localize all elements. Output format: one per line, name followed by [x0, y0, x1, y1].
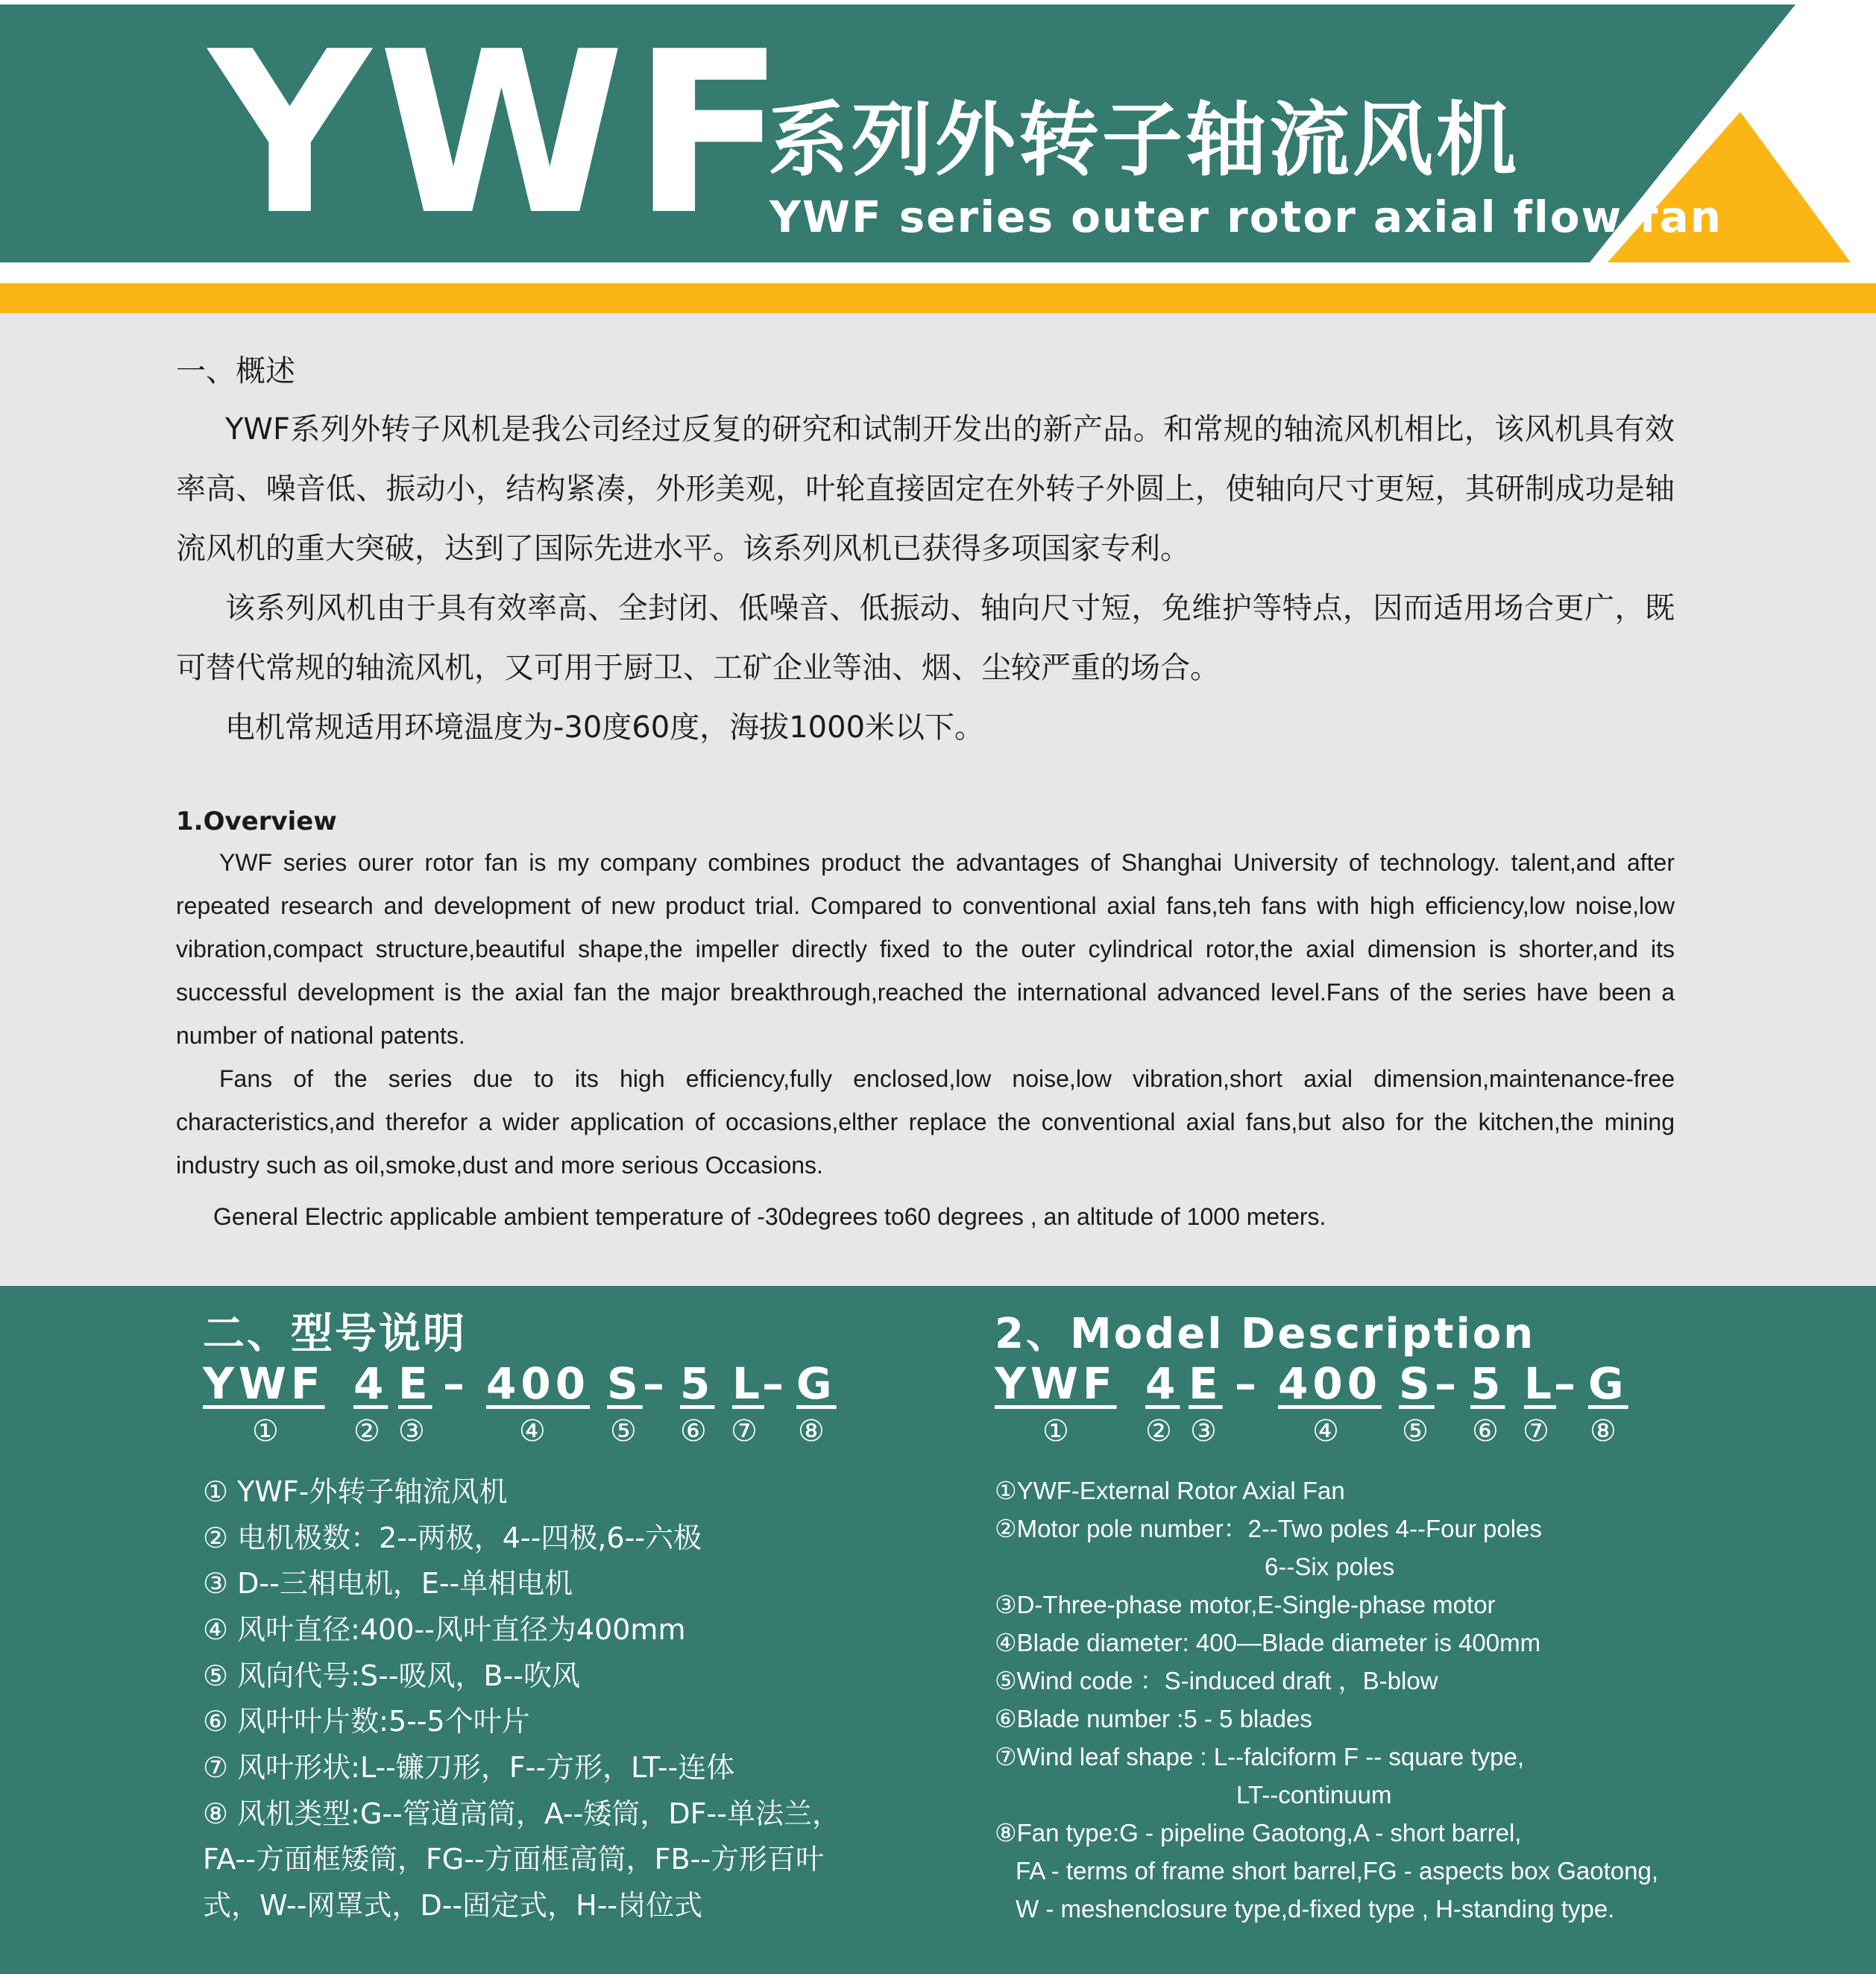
model-section: [0, 1286, 1876, 1974]
page-title-en: YWF series outer rotor axial flow fan: [769, 192, 1723, 242]
code-dash: –: [1435, 1358, 1456, 1409]
marker: ③: [1190, 1414, 1217, 1448]
overview-en-paragraph: General Electric applicable ambient temperature of -30degrees to60 degrees , an altitude of 1000 meters.: [213, 1203, 1326, 1230]
model-item-en: 6--Six poles: [1265, 1553, 1395, 1580]
model-item-en: W - meshenclosure type,d-fixed type , H-standing type.: [1016, 1895, 1615, 1923]
code-segment: G: [1588, 1358, 1628, 1409]
marker: ④: [519, 1414, 546, 1448]
code-segment: E: [1189, 1358, 1223, 1409]
code-dash: –: [1235, 1358, 1256, 1409]
code-segment: S: [607, 1358, 643, 1409]
model-item-cn: ⑥ 风叶叶片数:5--5个叶片: [203, 1705, 530, 1738]
model-item-en: ②Motor pole number：2--Two poles 4--Four poles: [995, 1515, 1542, 1542]
code-dash: –: [443, 1358, 465, 1409]
code-segment: L: [732, 1358, 764, 1409]
model-item-en: LT--continuum: [1236, 1781, 1392, 1809]
model-item-cn: ① YWF-外转子轴流风机: [203, 1475, 508, 1508]
model-item-cn: ⑧ 风机类型:G--管道高筒，A--矮筒，DF--单法兰，: [203, 1797, 840, 1830]
overview-cn-paragraph: YWF系列外转子风机是我公司经过反复的研究和试制开发出的新产品。和常规的轴流风机相比，该风机具有效率高、噪音低、振动小，结构紧凑，外形美观，叶轮直接固定在外转子外圆上，使轴向尺寸更短，其研制成功是轴流风机的重大突破，达到了国际先进水平。该系列风机已获得多项国家专利。: [176, 412, 1675, 566]
model-item-en: ④Blade diameter: 400—Blade diameter is 400mm: [995, 1629, 1541, 1656]
model-item-cn: ⑦ 风叶形状:L--镰刀形，F--方形，LT--连体: [203, 1751, 735, 1784]
model-item-en: ⑤Wind code ：S-induced draft ，B-blow: [995, 1667, 1438, 1694]
header-yellow-stripe: [0, 283, 1876, 313]
overview-cn-paragraph: 电机常规适用环境温度为-30度60度，海拔1000米以下。: [225, 710, 985, 745]
marker: ①: [252, 1414, 279, 1448]
model-item-cn: ② 电机极数：2--两极，4--四极,6--六极: [203, 1522, 702, 1554]
code-segment: 4: [353, 1358, 388, 1409]
marker: ⑦: [731, 1414, 758, 1448]
model-item-en: ⑥Blade number :5 - 5 blades: [995, 1705, 1312, 1732]
model-item-cn: 式，W--网罩式，D--固定式，H--岗位式: [203, 1889, 703, 1922]
overview-section: [0, 313, 1876, 1286]
marker: ①: [1042, 1414, 1069, 1448]
model-item-cn: FA--方面框矮筒，FG--方面框高筒，FB--方形百叶: [203, 1843, 825, 1876]
logo-ywf: YWF: [209, 4, 793, 264]
marker: ⑧: [798, 1414, 825, 1448]
model-item-cn: ⑤ 风向代号:S--吸风，B--吹风: [203, 1659, 580, 1692]
code-segment: YWF: [203, 1358, 325, 1409]
model-item-en: ⑧Fan type:G - pipeline Gaotong,A - short barrel,: [995, 1819, 1522, 1847]
overview-heading-en: 1.Overview: [176, 807, 337, 836]
marker: ②: [353, 1414, 380, 1448]
marker: ⑤: [1402, 1414, 1429, 1448]
model-item-cn: ③ D--三相电机，E--单相电机: [203, 1567, 573, 1600]
marker: ⑤: [610, 1414, 637, 1448]
code-segment: E: [398, 1358, 432, 1409]
model-item-en: ③D-Three-phase motor,E-Single-phase motor: [995, 1591, 1496, 1618]
page-title-cn: 系列外转子轴流风机: [768, 94, 1520, 187]
code-dash: –: [762, 1358, 784, 1409]
model-item-en: ⑦Wind leaf shape : L--falciform F -- square type,: [995, 1743, 1524, 1770]
code-segment: YWF: [995, 1358, 1117, 1409]
code-dash: –: [643, 1358, 664, 1409]
code-segment: L: [1524, 1358, 1556, 1409]
marker: ⑦: [1523, 1414, 1549, 1448]
model-item-en: FA - terms of frame short barrel,FG - aspects box Gaotong,: [1016, 1857, 1658, 1885]
code-segment: 5: [680, 1358, 715, 1409]
marker: ④: [1312, 1414, 1339, 1448]
code-dash: –: [1554, 1358, 1576, 1409]
model-item-en: ①YWF-External Rotor Axial Fan: [995, 1477, 1345, 1504]
overview-heading-cn: 一、概述: [176, 354, 295, 388]
code-segment: G: [796, 1358, 837, 1409]
overview-en-paragraph: Fans of the series due to its high efficiency,fully enclosed,low noise,low vibration,short axial dimension,maintenance-free characteristics,and therefor a wider application of occasions,elther replace the conventional axial fans,but also for the kitchen,the mining industry such as oil,smoke,dust and more serious Occasions.: [176, 1065, 1675, 1179]
model-heading-cn: 二、型号说明: [203, 1310, 467, 1358]
marker: ⑥: [680, 1414, 707, 1448]
code-segment: 4: [1145, 1358, 1180, 1409]
marker: ⑥: [1472, 1414, 1499, 1448]
model-heading-en: 2、Model Description: [995, 1310, 1536, 1358]
overview-en-paragraph: YWF series ourer rotor fan is my company combines product the advantages of Shanghai University of technology. talent,and after repeated research and development of new product trial. Compared to conventional axial fans,teh fans with high efficiency,low noise,low vibration,compact structure,beautiful shape,the impeller directly fixed to the outer cylindrical rotor,the axial dimension is shorter,and its successful development is the axial fan the major breakthrough,reached the international advanced level.Fans of the series have been a number of national patents.: [176, 849, 1675, 1049]
code-segment: S: [1399, 1358, 1435, 1409]
model-item-cn: ④ 风叶直径:400--风叶直径为400mm: [203, 1613, 686, 1646]
overview-cn-paragraph: 该系列风机由于具有效率高、全封闭、低噪音、低振动、轴向尺寸短，免维护等特点，因而适用场合更广，既可替代常规的轴流风机，又可用于厨卫、工矿企业等油、烟、尘较严重的场合。: [176, 591, 1675, 685]
marker: ⑧: [1590, 1414, 1617, 1448]
marker: ②: [1145, 1414, 1172, 1448]
code-segment: 400: [486, 1358, 591, 1409]
marker: ③: [398, 1414, 425, 1448]
code-segment: 5: [1470, 1358, 1505, 1409]
code-segment: 400: [1278, 1358, 1382, 1409]
